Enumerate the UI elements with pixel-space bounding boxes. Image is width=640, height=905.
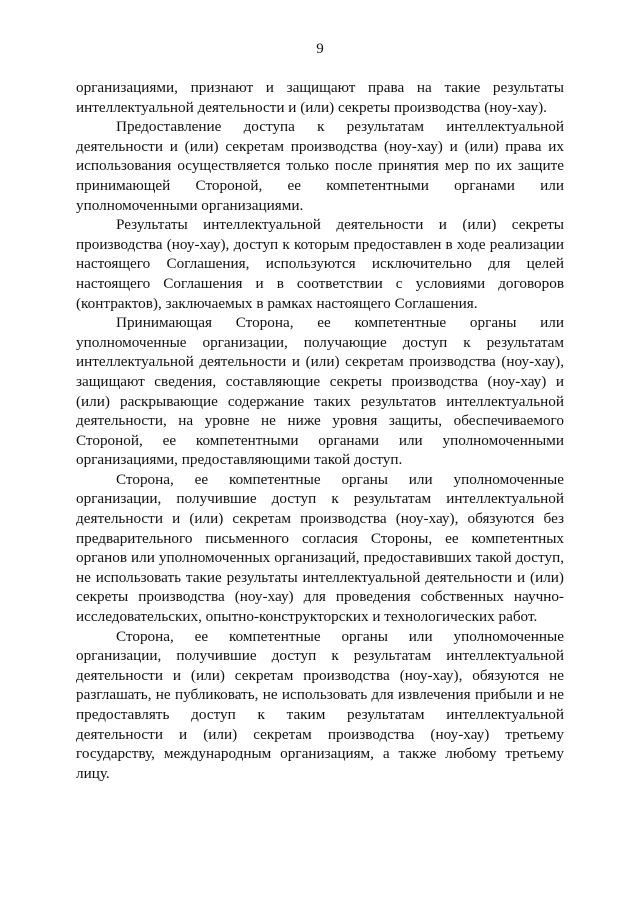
paragraph: Сторона, ее компетентные органы или уполномоченные организации, получившие доступ к результатам интеллектуальной деятельности и (или) секретам производства (ноу-хау), обязуются не разглашать, не публиковать, не использовать для извлечения прибыли и не предоставлять доступ к таким результатам интеллектуальной деятельности и (или) секретам производства (ноу-хау) третьему государству, международным организациям, а также любому третьему лицу. (76, 627, 564, 782)
paragraph: Сторона, ее компетентные органы или уполномоченные организации, получившие доступ к результатам интеллектуальной деятельности и (или) секретам производства (ноу-хау), обязуются без предварительного письменного согласия Стороны, ее компетентных органов или уполномоченных организаций, предоставивших такой доступ, не использовать такие результаты интеллектуальной деятельности и (или) секреты производства (ноу-хау) для проведения собственных научно-исследовательских, опытно-конструкторских и технологических работ. (76, 470, 564, 626)
document-body (76, 78, 564, 783)
paragraph: Принимающая Сторона, ее компетентные органы или уполномоченные организации, получающие доступ к результатам интеллектуальной деятельности и (или) секретам производства (ноу-хау), защищают сведения, составляющие секреты производства (ноу-хау) и (или) раскрывающие содержание таких результатов интеллектуальной деятельности, на уровне не ниже уровня защиты, обеспечиваемого Стороной, ее компетентными органами или уполномоченными организациями, предоставляющими такой доступ. (76, 314, 564, 469)
paragraph: Результаты интеллектуальной деятельности и (или) секреты производства (ноу-хау), доступ к которым предоставлен в ходе реализации настоящего Соглашения, используются исключительно для целей настоящего Соглашения и в соответствии с условиями договоров (контрактов), заключаемых в рамках настоящего Соглашения. (76, 216, 564, 312)
page-number: 9 (316, 41, 324, 57)
paragraph-continuation: организациями, признают и защищают права на такие результаты интеллектуальной деятельности и (или) секреты производства (ноу-хау). (76, 79, 564, 116)
paragraph: Предоставление доступа к результатам интеллектуальной деятельности и (или) секретам производства (ноу-хау) и (или) права их использования осуществляется только после принятия мер по их защите принимающей Стороной, ее компетентными органами или уполномоченными организациями. (76, 118, 564, 214)
